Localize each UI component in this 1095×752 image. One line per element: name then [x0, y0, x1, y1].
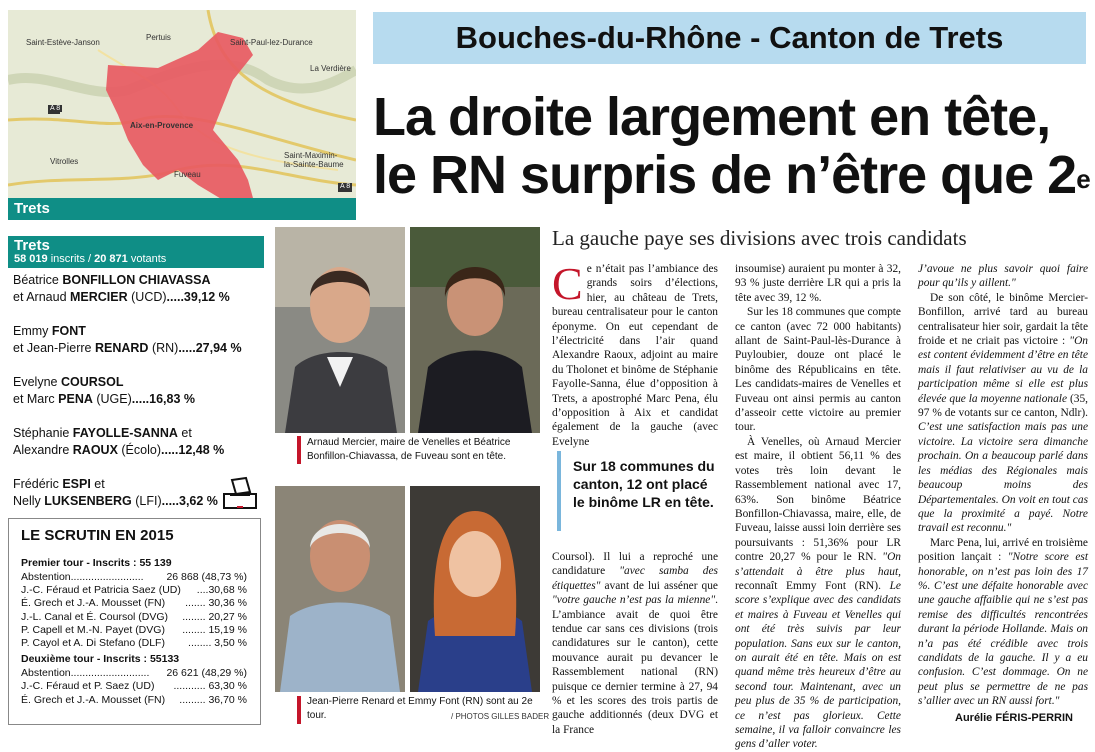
- article-column-1b: [552, 550, 718, 737]
- map-label: Saint-Estève-Janson: [26, 38, 100, 47]
- map-label: Fuveau: [174, 170, 201, 179]
- portrait-image: [410, 486, 540, 692]
- map-label: Vitrolles: [50, 157, 79, 166]
- article-paragraph: À Venelles, où Arnaud Mercier est maire, il obtient 56,11 % des votes très loin devant le Rassemblement national avec 17, 63%. Son binôme Béatrice Bonfillon-Chiavassa, maire, elle, de Fuveau, laisse aussi loin derrière ses poursuivants : 51,36% pour LR contre 20,27 % pour le RN. "On s’attendait à être plus haut, reconnaît Emmy Font (RN). Le score s’explique avec des candidats et maires à Fuveau et Venelles qui ont été très suivis par leur population. Sans eux sur le canton, on aurait été en tête. Mais on est quand même très heureux d’être au second tour. Maintenant, avec un peu plus de 35 % de participation, ce n’est pas glorieux. Cette semaine, il va falloir convaincre les gens d’aller voter.: [735, 435, 901, 751]
- candidate-result: Emmy FONT et Jean-Pierre RENARD (RN).....27,94 %: [13, 324, 242, 355]
- scrutin-row: [21, 667, 247, 681]
- results-title: Trets: [14, 237, 50, 254]
- ballot-box-icon: [220, 476, 260, 512]
- author-byline: Aurélie FÉRIS-PERRIN: [955, 712, 1073, 724]
- scrutin-title: LE SCRUTIN EN 2015: [21, 527, 174, 544]
- scrutin-row-label: Abstention.........................: [21, 571, 144, 583]
- scrutin-row: [21, 624, 247, 638]
- photo-caption: Arnaud Mercier, maire de Venelles et Béatrice Bonfillon-Chiavassa, de Fuveau sont en tête.: [307, 437, 511, 462]
- drop-cap: C: [552, 258, 583, 309]
- photo-arnaud-mercier: [275, 227, 405, 433]
- caption-marker: [297, 696, 301, 724]
- photo-credit: / PHOTOS GILLES BADER: [451, 712, 550, 721]
- map-caption: Trets: [8, 198, 356, 220]
- scrutin-row: [21, 584, 247, 598]
- scrutin-row-label: J.-C. Féraud et P. Saez (UD): [21, 680, 155, 693]
- photo-beatrice-bonfillon: [410, 227, 540, 433]
- scrutin-row-value: ........ 15,19 %: [182, 623, 247, 636]
- headline-line2: le RN surpris de n’être que 2e: [373, 145, 1090, 205]
- scrutin-row: [21, 597, 247, 611]
- scrutin-row: [21, 637, 247, 651]
- article-paragraph: De son côté, le binôme Mercier-Bonfillon, arrivé tard au bureau centralisateur hier soir, gardait la tête froide et ne criait pas victoire : "On est content évidemment d’être en tête mais il faut relativiser au vu de la participation même si elle est plus élevée que la moyenne nationale (35, 97 % de votants sur ce canton, Ndlr). C’est une satisfaction mais pas une victoire. La victoire sera dimanche prochain. On a beaucoup parlé dans les médias des Régionales mais beaucoup moins des Départementales. On voit en tout cas que la proximité a payé. Notre travail est reconnu.": [918, 291, 1088, 535]
- headline-line1: La droite largement en tête,: [373, 87, 1051, 147]
- results-turnout: 58 019 inscrits / 20 871 votants: [14, 253, 167, 265]
- article-paragraph: insoumise) auraient pu monter à 32, 93 % juste derrière LR qui a pris la tête avec 39, 12 %.: [735, 263, 901, 304]
- scrutin-row: [21, 680, 247, 694]
- candidate-result: Frédéric ESPI et Nelly LUKSENBERG (LFI).....3,62 %: [13, 477, 218, 508]
- article-paragraph: Ce n’était pas l’ambiance des grands soirs d’élections, hier, au château de Trets, bureau centralisateur pour le canton éponyme. On eut cependant de l’électricité dans l’air quand Alexandre Raoux, adjoint au maire du Tholonet et binôme de Stéphanie Fayolle-Sanna, élue d’opposition à Trets, a apostrophé Marc Pena, élu d’opposition à Aix et candidat également de la gauche (avec Evelyne: [552, 258, 718, 448]
- candidate-result: Béatrice BONFILLON CHIAVASSA et Arnaud MERCIER (UCD).....39,12 %: [13, 273, 230, 304]
- article-subhead: La gauche paye ses divisions avec trois candidats: [552, 226, 967, 250]
- scrutin-section-heading: [21, 653, 247, 667]
- results-header: [8, 236, 264, 268]
- scrutin-row: [21, 694, 247, 708]
- map-label: Saint-Maximin-la-Sainte-Baume: [284, 151, 344, 169]
- road-marker: A 8: [50, 105, 61, 112]
- scrutin-2015-box: [8, 518, 261, 725]
- scrutin-row-label: J.-C. Féraud et Patricia Saez (UD): [21, 584, 181, 597]
- map-label: La Verdière: [310, 64, 351, 73]
- scrutin-row-label: P. Cayol et A. Di Stefano (DLF): [21, 637, 165, 649]
- article-paragraph: Sur les 18 communes que compte ce canton (avec 72 000 habitants) allant de Saint-Paul-lès-Durance à Puyloubier, douze ont placé le binôme des Républicains en tête. Les candidats-maires de Venelles et Fuveau ont ainsi permis au canton d’asseoir cette victoire au premier tour.: [735, 306, 901, 434]
- scrutin-row-value: ........ 20,27 %: [182, 610, 247, 623]
- scrutin-row-value: ........ 3,50 %: [188, 637, 247, 649]
- scrutin-row-value: ......... 36,70 %: [179, 693, 247, 706]
- scrutin-row: [21, 571, 247, 585]
- scrutin-row-label: É. Grech et J.-A. Mousset (FN): [21, 693, 166, 706]
- scrutin-row-label: Deuxième tour - Inscrits : 55133: [21, 653, 180, 666]
- scrutin-row-value: ....... 30,36 %: [185, 597, 247, 610]
- map-label: Aix-en-Provence: [130, 121, 194, 130]
- road-marker: A 8: [340, 183, 351, 190]
- portrait-image: [410, 227, 540, 433]
- map-label: Saint-Paul-lez-Durance: [230, 38, 313, 47]
- scrutin-row-value: ........... 63,30 %: [173, 680, 247, 693]
- article-paragraph: Coursol). Il lui a reproché une candidature "avec samba des étiquettes" avant de lui asséner que "votre gauche n’est pas la mienne". L’ambiance avait de quoi être tendue car sans ces divisions (trois candidatures sur le canton), cette mouvance aurait pu devancer le Rassemblement national (RN) puisque ce dernier termine à 27, 94 % et les scores des trois partis de gauche additionnés (deux DVG et la France: [552, 551, 718, 736]
- headline-superscript: e: [1076, 164, 1090, 194]
- scrutin-row-value: 26 868 (48,73 %): [166, 571, 247, 583]
- headline: [373, 88, 1093, 204]
- pull-quote: Sur 18 communes du canton, 12 ont placé le binôme LR en tête.: [557, 451, 717, 531]
- photo-jean-pierre-renard: [275, 486, 405, 692]
- candidate-result: Stéphanie FAYOLLE-SANNA et Alexandre RAOUX (Écolo).....12,48 %: [13, 426, 225, 457]
- article-paragraph: Marc Pena, lui, arrivé en troisième position lançait : "Notre score est honorable, on n’est pas loin des 17 %. C’est une défaite honorable avec une gauche affaiblie qui ne s’est pas remise des difficultés rencontrées durant la période Hollande. Mais on n’a pas été crédible avec trois candidats de la gauche. Il y a eu confusion. C’est dommage. On ne peut plus se permettre de ne pas s’allier avec un RN aussi fort.": [918, 536, 1088, 708]
- section-banner: Bouches-du-Rhône - Canton de Trets: [373, 12, 1086, 64]
- scrutin-row-label: P. Capell et M.-N. Payet (DVG): [21, 623, 165, 636]
- scrutin-row-label: É. Grech et J.-A. Mousset (FN): [21, 597, 166, 610]
- photo-caption: Jean-Pierre Renard et Emmy Font (RN) sont au 2e tour.: [307, 696, 533, 721]
- portrait-image: [275, 227, 405, 433]
- photo-emmy-font: [410, 486, 540, 692]
- article-column-3: [918, 262, 1088, 709]
- scrutin-row-label: Premier tour - Inscrits : 55 139: [21, 557, 172, 569]
- canton-map: [8, 10, 356, 220]
- article-paragraph: J’avoue ne plus savoir quoi faire pour qu’ils y aillent.": [918, 263, 1088, 290]
- scrutin-row-value: ....30,68 %: [196, 584, 247, 597]
- scrutin-row-value: 26 621 (48,29 %): [166, 667, 247, 680]
- scrutin-row-label: J.-L. Canal et É. Coursol (DVG): [21, 610, 169, 623]
- article-column-1: [552, 258, 718, 449]
- scrutin-row-label: Abstention...........................: [21, 667, 150, 680]
- candidate-result: Evelyne COURSOL et Marc PENA (UGE).....16,83 %: [13, 375, 196, 406]
- caption-marker: [297, 436, 301, 464]
- article-column-2: [735, 262, 901, 752]
- portrait-image: [275, 486, 405, 692]
- scrutin-row: [21, 611, 247, 625]
- scrutin-section-heading: [21, 557, 247, 571]
- map-label: Pertuis: [146, 33, 171, 42]
